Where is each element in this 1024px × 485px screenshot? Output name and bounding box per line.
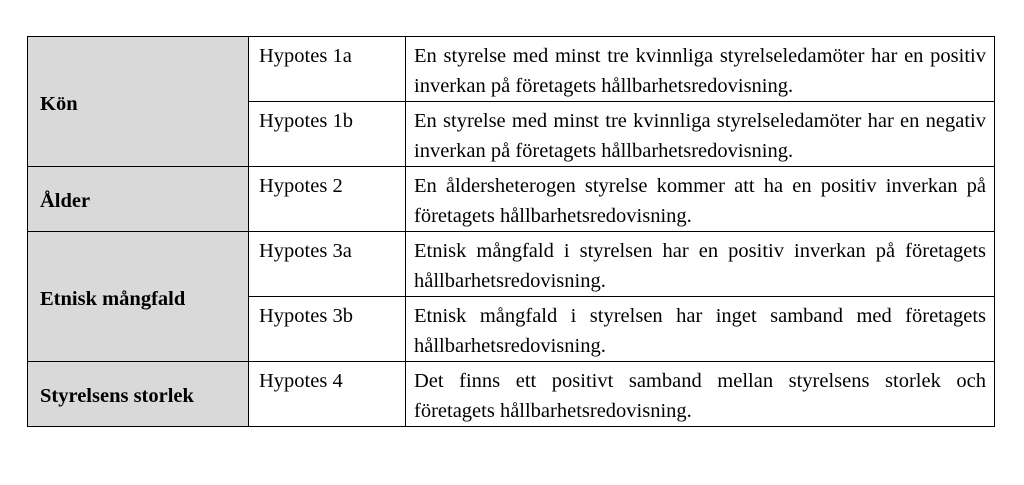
hypothesis-text: Det finns ett positivt samband mellan styrelsens storlek och företagets hållbarhetsredovisning. [406, 362, 995, 427]
table-row [28, 362, 995, 427]
category-cell: Ålder [28, 167, 249, 232]
hypothesis-code: Hypotes 3a [249, 232, 406, 297]
hypothesis-table [27, 36, 995, 427]
hypothesis-code: Hypotes 1a [249, 37, 406, 102]
category-cell: Etnisk mångfald [28, 232, 249, 362]
hypothesis-text: En styrelse med minst tre kvinnliga styrelseledamöter har en positiv inverkan på företagets hållbarhetsredovisning. [406, 37, 995, 102]
table-row [28, 232, 995, 297]
hypothesis-code: Hypotes 2 [249, 167, 406, 232]
category-cell: Kön [28, 37, 249, 167]
table-row [28, 37, 995, 102]
hypothesis-code: Hypotes 1b [249, 102, 406, 167]
hypothesis-text: Etnisk mångfald i styrelsen har en positiv inverkan på företagets hållbarhetsredovisning. [406, 232, 995, 297]
hypothesis-text: En styrelse med minst tre kvinnliga styrelseledamöter har en negativ inverkan på företagets hållbarhetsredovisning. [406, 102, 995, 167]
hypothesis-code: Hypotes 3b [249, 297, 406, 362]
hypothesis-code: Hypotes 4 [249, 362, 406, 427]
table-row [28, 167, 995, 232]
hypothesis-text: Etnisk mångfald i styrelsen har inget samband med företagets hållbarhetsredovisning. [406, 297, 995, 362]
hypothesis-text: En åldersheterogen styrelse kommer att ha en positiv inverkan på företagets hållbarhetsredovisning. [406, 167, 995, 232]
category-cell: Styrelsens storlek [28, 362, 249, 427]
